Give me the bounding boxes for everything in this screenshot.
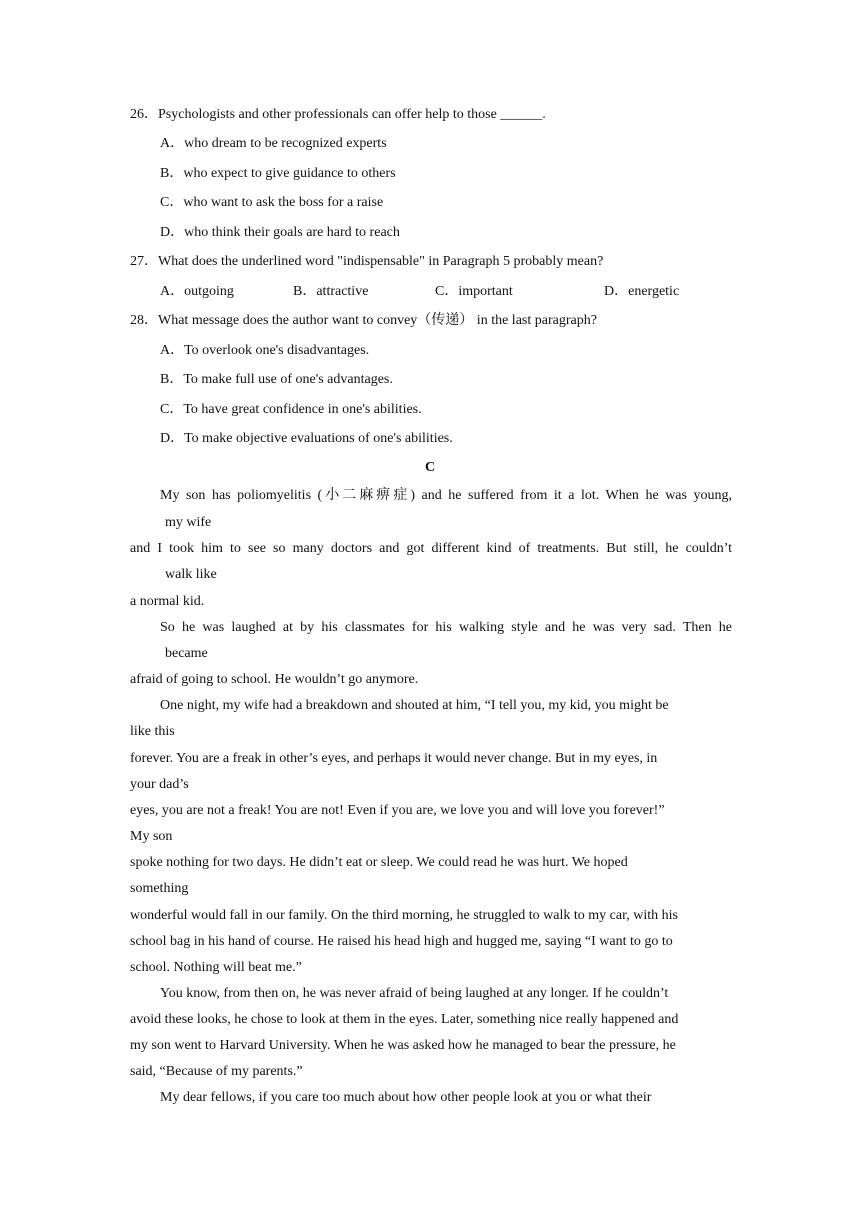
passage-line: afraid of going to school. He wouldn’t go anymore. — [130, 672, 419, 687]
passage-line: One night, my wife had a breakdown and shouted at him, “I tell you, my kid, you might be — [160, 698, 669, 713]
question-26-option-c: C．who want to ask the boss for a raise — [160, 195, 384, 210]
question-26-option-b: B．who expect to give guidance to others — [160, 166, 396, 181]
passage-line: a normal kid. — [130, 594, 205, 609]
passage-line: spoke nothing for two days. He didn’t eat or sleep. We could read he was hurt. We hoped — [130, 855, 628, 870]
passage-line: like this — [130, 724, 175, 739]
passage-line: school. Nothing will beat me.” — [130, 960, 302, 975]
question-28-option-b: B．To make full use of one's advantages. — [160, 372, 393, 387]
question-28-option-c: C．To have great confidence in one's abilities. — [160, 402, 422, 417]
passage-line: eyes, you are not a freak! You are not! Even if you are, we love you and will love you forever!” — [130, 803, 665, 818]
passage-line: My son — [130, 829, 173, 844]
passage-line: wonderful would fall in our family. On the third morning, he struggled to walk to my car, with his — [130, 908, 678, 923]
passage-line: my son went to Harvard University. When he was asked how he managed to bear the pressure, he — [130, 1038, 676, 1053]
passage-line: avoid these looks, he chose to look at them in the eyes. Later, something nice really happened and — [130, 1012, 679, 1027]
passage-line: My dear fellows, if you care too much about how other people look at you or what their — [160, 1090, 652, 1105]
passage-line: walk like — [165, 567, 217, 582]
question-28-option-d: D．To make objective evaluations of one's abilities. — [160, 431, 453, 446]
passage-line: So he was laughed at by his classmates for his walking style and he was very sad. Then he — [160, 620, 732, 635]
passage-line: said, “Because of my parents.” — [130, 1064, 303, 1079]
question-27-option-a: A．outgoing — [160, 284, 234, 299]
section-heading: C — [424, 460, 436, 475]
passage-line: something — [130, 881, 189, 896]
passage-line: You know, from then on, he was never afraid of being laughed at any longer. If he couldn’t — [160, 986, 669, 1001]
question-27-stem: 27．What does the underlined word "indispensable" in Paragraph 5 probably mean? — [130, 254, 604, 269]
question-26-stem: 26．Psychologists and other professionals can offer help to those ______. — [130, 107, 546, 122]
passage-line: your dad’s — [130, 777, 189, 792]
question-27-option-b: B．attractive — [293, 284, 369, 299]
passage-line: my wife — [165, 515, 212, 530]
question-28-option-a: A．To overlook one's disadvantages. — [160, 343, 370, 358]
passage-line: school bag in his hand of course. He raised his head high and hugged me, saying “I want to go to — [130, 934, 673, 949]
question-26-option-d: D．who think their goals are hard to reach — [160, 225, 400, 240]
question-28-stem: 28．What message does the author want to convey（传递） in the last paragraph? — [130, 313, 597, 328]
passage-line: My son has poliomyelitis (小二麻痹症) and he suffered from it a lot. When he was young, — [160, 488, 732, 503]
passage-line: and I took him to see so many doctors and got different kind of treatments. But still, he couldn’t — [130, 541, 732, 556]
passage-line: forever. You are a freak in other’s eyes, and perhaps it would never change. But in my eyes, in — [130, 751, 658, 766]
question-26-option-a: A．who dream to be recognized experts — [160, 136, 387, 151]
question-27-option-c: C．important — [435, 284, 513, 299]
passage-line: became — [165, 646, 208, 661]
question-27-option-d: D．energetic — [604, 284, 680, 299]
